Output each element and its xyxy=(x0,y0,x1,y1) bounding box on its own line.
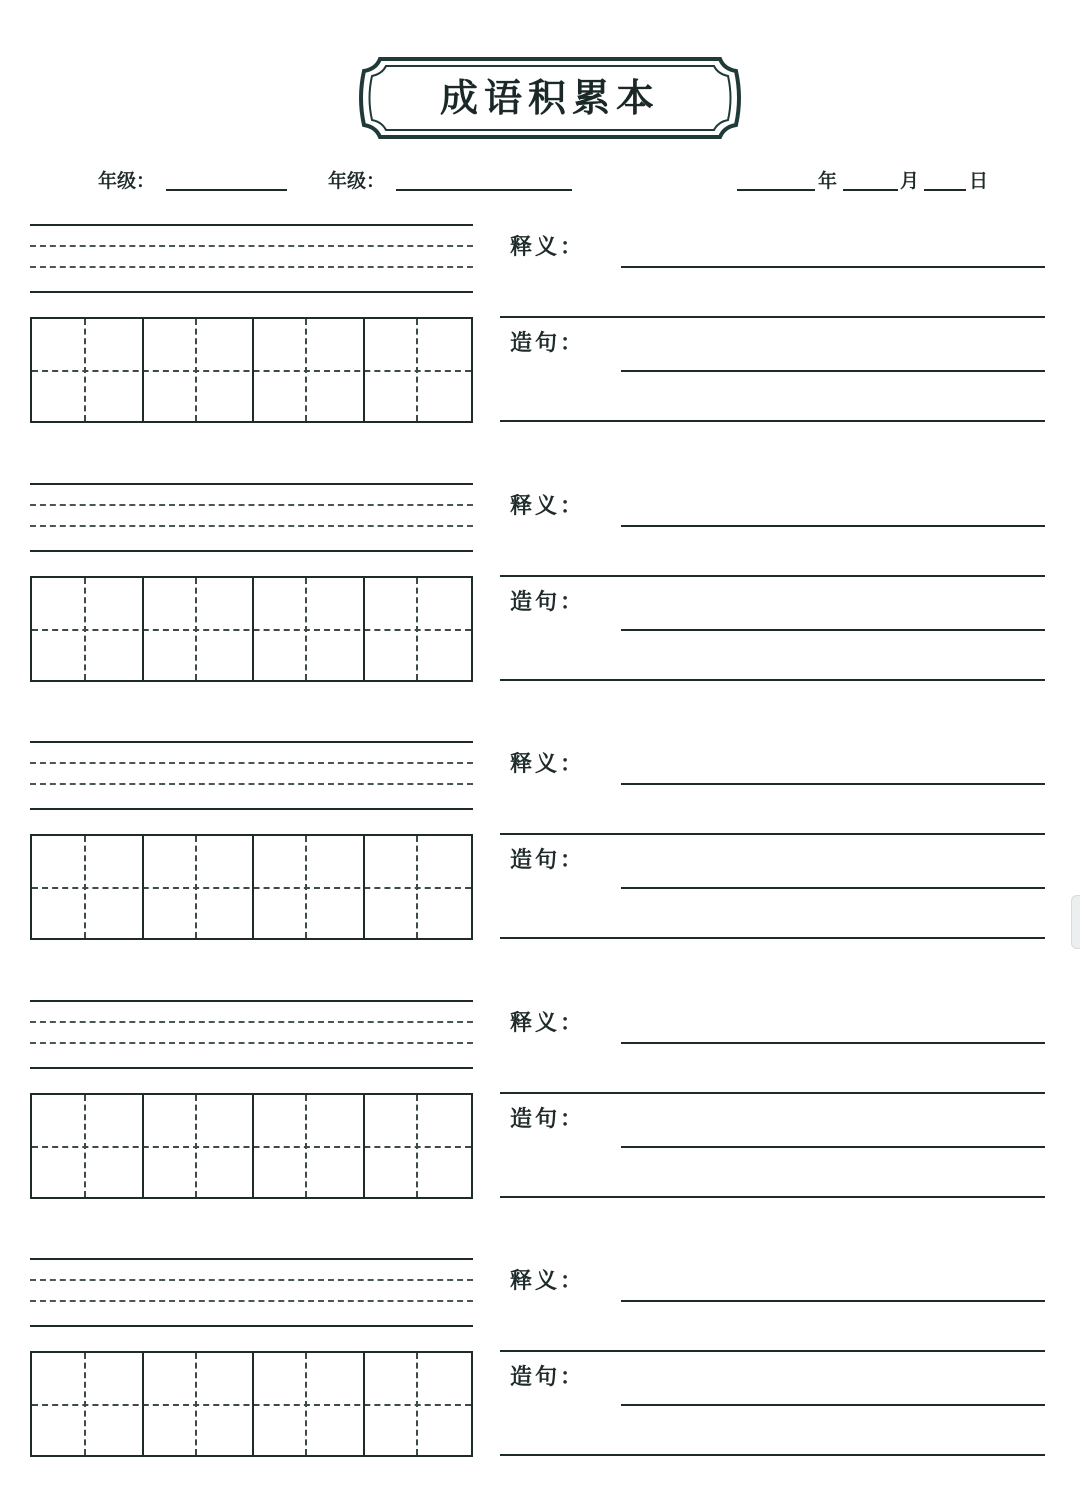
meaning-label: 释义： xyxy=(510,234,586,260)
sentence-line[interactable] xyxy=(621,1146,1045,1148)
grid-vertical-guide xyxy=(195,836,197,938)
sentence-line[interactable] xyxy=(500,1196,1045,1198)
pinyin-top-line xyxy=(30,741,473,743)
grid-cell-divider xyxy=(252,578,254,680)
grade-field-2[interactable] xyxy=(396,189,572,191)
meaning-line[interactable] xyxy=(621,1300,1045,1302)
grid-vertical-guide xyxy=(84,836,86,938)
grid-vertical-guide xyxy=(305,319,307,421)
meaning-line[interactable] xyxy=(621,1042,1045,1044)
meaning-label: 释义： xyxy=(510,751,586,777)
sentence-line[interactable] xyxy=(500,420,1045,422)
sentence-line[interactable] xyxy=(500,679,1045,681)
year-label: 年 xyxy=(818,170,838,192)
meaning-line[interactable] xyxy=(621,783,1045,785)
idiom-entry xyxy=(0,1256,1080,1506)
grid-vertical-guide xyxy=(416,319,418,421)
sentence-line[interactable] xyxy=(500,937,1045,939)
day-field[interactable] xyxy=(924,189,966,191)
grid-vertical-guide xyxy=(84,1095,86,1197)
idiom-entry xyxy=(0,222,1080,472)
page-edge-tab xyxy=(1071,895,1080,949)
character-grid[interactable] xyxy=(30,1093,473,1199)
character-grid[interactable] xyxy=(30,576,473,682)
idiom-entry xyxy=(0,998,1080,1248)
pinyin-dash-line xyxy=(30,266,473,268)
year-field[interactable] xyxy=(737,189,815,191)
grid-vertical-guide xyxy=(305,578,307,680)
pinyin-dash-line xyxy=(30,245,473,247)
meaning-label: 释义： xyxy=(510,1268,586,1294)
sentence-line[interactable] xyxy=(621,370,1045,372)
title-plaque xyxy=(358,57,742,139)
grid-vertical-guide xyxy=(416,836,418,938)
grid-cell-divider xyxy=(252,1095,254,1197)
grid-vertical-guide xyxy=(416,578,418,680)
sentence-label: 造句： xyxy=(510,1364,586,1390)
pinyin-dash-line xyxy=(30,1042,473,1044)
grid-vertical-guide xyxy=(416,1353,418,1455)
pinyin-dash-line xyxy=(30,1300,473,1302)
grid-vertical-guide xyxy=(195,319,197,421)
month-field[interactable] xyxy=(843,189,898,191)
sentence-label: 造句： xyxy=(510,847,586,873)
sentence-label: 造句： xyxy=(510,589,586,615)
month-label: 月 xyxy=(900,170,920,192)
character-grid[interactable] xyxy=(30,834,473,940)
pinyin-dash-line xyxy=(30,504,473,506)
sentence-label: 造句： xyxy=(510,330,586,356)
grid-vertical-guide xyxy=(416,1095,418,1197)
pinyin-bottom-line xyxy=(30,1067,473,1069)
page-title: 成语积累本 xyxy=(439,75,660,120)
meaning-line[interactable] xyxy=(500,316,1045,318)
grid-vertical-guide xyxy=(305,1353,307,1455)
day-label: 日 xyxy=(969,170,989,192)
meaning-line[interactable] xyxy=(500,833,1045,835)
grid-vertical-guide xyxy=(305,1095,307,1197)
meaning-label: 释义： xyxy=(510,493,586,519)
grid-cell-divider xyxy=(363,319,365,421)
sentence-line[interactable] xyxy=(500,1454,1045,1456)
meaning-line[interactable] xyxy=(621,525,1045,527)
pinyin-top-line xyxy=(30,1000,473,1002)
grid-cell-divider xyxy=(142,1353,144,1455)
grid-vertical-guide xyxy=(195,1095,197,1197)
pinyin-bottom-line xyxy=(30,808,473,810)
grid-vertical-guide xyxy=(84,319,86,421)
meaning-line[interactable] xyxy=(500,1092,1045,1094)
meaning-line[interactable] xyxy=(621,266,1045,268)
grid-cell-divider xyxy=(142,1095,144,1197)
meaning-line[interactable] xyxy=(500,575,1045,577)
pinyin-bottom-line xyxy=(30,291,473,293)
pinyin-dash-line xyxy=(30,783,473,785)
grid-vertical-guide xyxy=(84,578,86,680)
grid-vertical-guide xyxy=(84,1353,86,1455)
grade-label-1: 年级： xyxy=(98,170,156,192)
character-grid[interactable] xyxy=(30,317,473,423)
grid-cell-divider xyxy=(363,836,365,938)
sentence-line[interactable] xyxy=(621,887,1045,889)
grid-vertical-guide xyxy=(195,578,197,680)
grid-vertical-guide xyxy=(195,1353,197,1455)
pinyin-top-line xyxy=(30,483,473,485)
sentence-line[interactable] xyxy=(621,1404,1045,1406)
sentence-label: 造句： xyxy=(510,1106,586,1132)
grade-field-1[interactable] xyxy=(166,189,287,191)
grid-cell-divider xyxy=(142,578,144,680)
grid-cell-divider xyxy=(363,578,365,680)
grid-cell-divider xyxy=(363,1353,365,1455)
grade-label-2: 年级： xyxy=(328,170,386,192)
pinyin-dash-line xyxy=(30,1279,473,1281)
character-grid[interactable] xyxy=(30,1351,473,1457)
grid-cell-divider xyxy=(252,319,254,421)
sentence-line[interactable] xyxy=(621,629,1045,631)
pinyin-bottom-line xyxy=(30,1325,473,1327)
meaning-line[interactable] xyxy=(500,1350,1045,1352)
pinyin-top-line xyxy=(30,224,473,226)
grid-cell-divider xyxy=(363,1095,365,1197)
grid-cell-divider xyxy=(252,1353,254,1455)
pinyin-top-line xyxy=(30,1258,473,1260)
idiom-entry xyxy=(0,481,1080,731)
pinyin-dash-line xyxy=(30,1021,473,1023)
grid-vertical-guide xyxy=(305,836,307,938)
grid-cell-divider xyxy=(142,836,144,938)
pinyin-dash-line xyxy=(30,762,473,764)
grid-cell-divider xyxy=(252,836,254,938)
meaning-label: 释义： xyxy=(510,1010,586,1036)
pinyin-dash-line xyxy=(30,525,473,527)
pinyin-bottom-line xyxy=(30,550,473,552)
idiom-entry xyxy=(0,739,1080,989)
grid-cell-divider xyxy=(142,319,144,421)
